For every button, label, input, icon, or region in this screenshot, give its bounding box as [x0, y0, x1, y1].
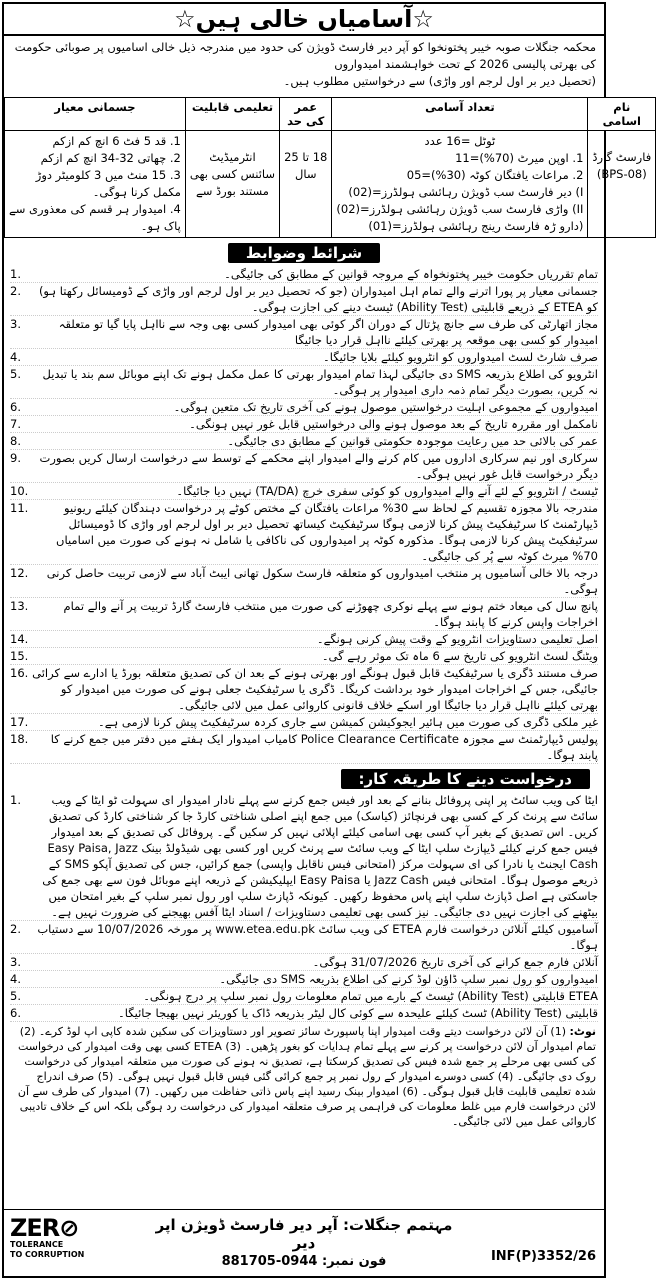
rule-text: تمام تقرریاں حکومت خیبر پختونخواہ کے مروجہ قوانین کے مطابق کی جائیگی۔ [224, 267, 598, 281]
intro-line: محکمہ جنگلات صوبہ خیبر پختونخوا کو آپر دیر فارسٹ ڈویژن کی حدود میں مندرجہ ذیل خالی اسامیوں پر صوبائی حکومت کی بھرتی پالیسی 2026 کے تحت خواہشمند امیدواروں [14, 40, 596, 71]
rule-number: 9. [10, 451, 21, 465]
signatory-title: مہتمم جنگلات: آپر دیر فارسٹ ڈویژن اپر دیر [155, 1216, 453, 1252]
header-age-limit: عمر کی حد [280, 98, 332, 131]
header-post-name: نام اسامی [588, 98, 656, 131]
rule-item [10, 483, 598, 500]
rule-item [10, 648, 598, 665]
physical-line: 1. قد 5 فٹ 6 انچ کم ازکم [52, 134, 181, 148]
logo-line-2: TO CORRUPTION [10, 1250, 85, 1259]
rule-number: 6. [10, 400, 21, 414]
post-name: فارسٹ گارڈ [592, 150, 652, 164]
apply-step-number: 6. [10, 1006, 21, 1020]
rule-text: پولیس ڈیپارٹمنٹ سے مجوزہ Police Clearance Certificate کامیاب امیدوار ایک ہفتے میں دفتر میں جمع کرنے کا پابند ہوگا۔ [50, 732, 598, 762]
rule-text: مجاز اتھارٹی کی طرف سے جانچ پڑتال کے دوران اگر کوئی بھی امیدوار کسی بھی وجہ سے نااہل پایا گیا تو متعلقہ امیدوار کو کسی بھی موقعہ پر بھرتی کیلئے نااہل قرار دیا جائیگا [58, 317, 598, 347]
post-scale: (BPS-08) [596, 167, 647, 181]
inf-reference: INF(P)3352/26 [490, 1249, 596, 1264]
rule-text: غیر ملکی ڈگری کی صورت میں ہائیر ایجوکیشن کمیشن سے جاری کردہ سرٹیفکیٹ پیش کرنا لازمی ہے۔ [97, 715, 598, 729]
apply-step-item [10, 988, 598, 1005]
rule-text: صرف مستند ڈگری یا سرٹیفکیٹ قابل قبول ہونگے اور بھرتی ہونے کے بعد ان کی تصدیق متعلقہ بورڈ یا ادارے سے کرائی جائیگی، جس کے اخراجات امیدوار خود برداشت کریگا۔ ڈگری یا سرٹیفکیٹ جعلی ہونے کی صورت میں امیدوار کو بھرتی کیلئے نااہل قرار دیا جائیگا اور اسکے خلاف قانونی کاروائی عمل میں لائی جائیگی۔ [32, 666, 598, 712]
rule-item [10, 631, 598, 648]
rule-text: عمر کی بالائی حد میں رعایت موجودہ حکومتی قوانین کے مطابق دی جائیگی۔ [227, 434, 598, 448]
physical-line: 3. 15 منٹ میں 3 کلومیٹر دوڑ [35, 168, 181, 182]
phone-number: فون نمبر: 0944-881705 [221, 1254, 387, 1269]
age-unit: سال [294, 167, 317, 181]
qualification-line: مستند بورڈ سے [196, 184, 269, 198]
count-line: ٹوٹل =16 عدد [424, 134, 496, 148]
apply-step-text: ETEA قابلیتی (Ability Test) ٹیسٹ کے بارے میں تمام معلومات رول نمبر سلپ پر درج ہونگی۔ [143, 989, 598, 1003]
rule-number: 3. [10, 317, 21, 331]
rule-number: 17. [10, 715, 29, 729]
rule-item [10, 349, 598, 366]
apply-step-text: آنلائن فارم جمع کرانے کی آخری تاریخ 31/07/2026 ہوگی۔ [312, 955, 598, 969]
header-post-count: تعداد آسامی [332, 98, 588, 131]
rules-section-title: شرائط وضوابط [228, 243, 380, 263]
rule-text: ویٹنگ لسٹ انٹرویو کی تاریخ سے 6 ماہ تک موثر رہے گی۔ [321, 649, 598, 663]
apply-step-number: 1. [10, 793, 21, 807]
intro-line: (تحصیل دیر بر اول لرجم اور واڑی) سے درخواستیں مطلوب ہیں۔ [283, 74, 596, 88]
rule-item [10, 433, 598, 450]
rule-number: 18. [10, 732, 29, 746]
qualification-line: سائنس کسی بھی [189, 167, 276, 181]
note-block [4, 1022, 604, 1131]
rule-item [10, 416, 598, 433]
rule-number: 10. [10, 484, 29, 498]
count-line: (دارو ڑہ فارسٹ رینج رہائشی ہولڈرز=(01) [368, 219, 584, 233]
logo-zero-text: ZER⊘ [10, 1214, 79, 1242]
count-line: II) واڑی فارسٹ سب ڈویژن رہائشی ہولڈرز=(02) [336, 202, 584, 216]
count-line: 1. اوپن میرٹ (70%)=11 [455, 151, 584, 165]
apply-step-text: ایٹا کی ویب سائٹ پر اپنی پروفائل بنانے کے بعد اور فیس جمع کرنے سے پہلے نادار امیدوار ای سہولت ٹو ایٹا کے ویب سائٹ سے پرنٹ کر کے کسی بھی فرنچائز (کیاسک) میں جمع اپنے اصلی شناختی کارڈ جا کر شناختی کارڈ کی تصدیق کریں۔ اس تصدیق کے بغیر آپ کسی بھی اسامی کیلئے اپلائی نہیں کر سکیں گے۔ پروفائل کی تصدیق کے بعد امیدوار فیس جمع کرنے کیلئے ڈیپازٹ سلپ ایٹا کے ویب سائٹ سے پرنٹ کریں اور کسی بھی شیڈولڈ بینک Easy Paisa, Jazz Cash ایجنٹ یا نادرا کی ای سہولت مرکز (امتحانی فیس ناقابل واپسی) جمع کرائیں، جس کی تصدیق آپکو SMS کے ذریعے موصول ہوگا۔ امتحانی فیس Jazz Cash یا Easy Paisa ایپلیکیشن کے ذریعہ اپنے موبائل فون سے بھی جمع کی جاسکتی ہے اصل ڈپازٹ سلپ اپنے پاس محفوظ رکھیں۔ کیونکہ ڈپازٹ سلپ اور رول نمبر سلپ کے بغیر امتحان میں بیٹھنے کی اجازت نہیں دی جائیگی۔ نیز کسی بھی تعلیمی دستاویزات / اسناد ایٹا آفس بھیجنے کی ضرورت نہیں ہے۔ [42, 793, 598, 919]
count-line: I) دیر فارسٹ سب ڈویژن رہائشی ہولڈرز=(02) [348, 185, 584, 199]
apply-step-number: 4. [10, 972, 21, 986]
rule-number: 2. [10, 284, 21, 298]
rule-item [10, 665, 598, 714]
physical-line: مکمل کرنا ہوگی۔ [92, 185, 181, 199]
rule-text: نامکمل اور مقررہ تاریخ کے بعد موصول ہونے والی درخواستیں قابل غور نہیں ہونگی۔ [189, 417, 598, 431]
cell-age-limit [280, 131, 332, 238]
rule-number: 16. [10, 666, 29, 680]
apply-steps-list [4, 792, 604, 1022]
table-header-row [5, 98, 656, 131]
rule-text: جسمانی معیار پر پورا اترنے والے تمام اہل امیدواران (جو کہ تحصیل دیر بر اول لرجم اور واڑی کے ڈومیسائل رکھتا ہو) کو ETEA کے ذریعے قابلیتی (Ability Test) ٹیسٹ دینے کی اجازت ہوگی۔ [38, 284, 598, 314]
rule-item [10, 283, 598, 316]
rule-number: 8. [10, 434, 21, 448]
rule-text: صرف شارٹ لسٹ امیدواروں کو انٹرویو کیلئے بلایا جائیگا۔ [323, 350, 598, 364]
rule-item [10, 500, 598, 565]
rule-text: ٹیسٹ / انٹرویو کے لئے آنے والے امیدواروں کو کوئی سفری خرچ (TA/DA) نہیں دیا جائیگا۔ [176, 484, 598, 498]
age-range: 18 تا 25 [284, 150, 328, 164]
rule-item [10, 714, 598, 731]
cell-post-count [332, 131, 588, 238]
rule-text: امیدواروں کے مجموعی اہلیت درخواستیں موصول ہونے کی آخری تاریخ تک متعین ہوگی۔ [173, 400, 598, 414]
rule-number: 14. [10, 632, 29, 646]
rule-item [10, 399, 598, 416]
rule-item [10, 731, 598, 764]
rule-number: 13. [10, 599, 29, 613]
rules-section-header [4, 242, 604, 264]
rule-text: انٹرویو کی اطلاع بذریعہ SMS دی جائیگی لہذا تمام امیدوار بھرتی کا عمل مکمل ہونے تک اپنے موبائل سم بند یا تبدیل نہ کریں، بصورت دیگر تمام ذمہ داری امیدوار پر ہوگی۔ [42, 367, 598, 397]
rule-item [10, 565, 598, 598]
table-row [5, 131, 656, 238]
apply-step-number: 3. [10, 955, 21, 969]
cell-qualification [185, 131, 279, 238]
rule-item [10, 316, 598, 349]
rule-text: درجہ بالا خالی آسامیوں پر منتخب امیدواروں کو متعلقہ فارسٹ سکول تھانی ایبٹ آباد سے لازمی تربیت حاصل کرنی ہوگی۔ [46, 566, 598, 596]
vacancies-banner [4, 4, 604, 36]
zero-tolerance-logo [10, 1216, 102, 1270]
apply-step-item [10, 971, 598, 988]
apply-step-number: 5. [10, 989, 21, 1003]
rule-number: 1. [10, 267, 21, 281]
header-qualification: تعلیمی قابلیت [185, 98, 279, 131]
posts-table [4, 97, 656, 238]
physical-line: پاک ہو۔ [140, 219, 181, 233]
rule-item [10, 366, 598, 399]
footer [4, 1209, 604, 1276]
rule-item [10, 266, 598, 283]
intro-paragraph [4, 36, 604, 95]
rule-number: 7. [10, 417, 21, 431]
rule-text: اصل تعلیمی دستاویزات انٹرویو کے وقت پیش کرنی ہونگے۔ [316, 632, 598, 646]
rule-text: پانچ سال کی میعاد ختم ہونے سے پہلے نوکری چھوڑنے کی صورت میں منتخب فارسٹ گارڈ تربیت پر آنے والے تمام اخراجات واپس کرنے کا پابند ہوگا۔ [63, 599, 598, 629]
logo-line-1: TOLERANCE [10, 1240, 64, 1249]
physical-line: 2. چھاتی 32-34 انچ کم ازکم [40, 151, 181, 165]
rule-number: 15. [10, 649, 29, 663]
note-label: نوٹ: [569, 1025, 596, 1038]
rules-list [4, 266, 604, 764]
rule-text: سرکاری اور نیم سرکاری اداروں میں کام کرنے والے امیدوار اپنے محکمے کے توسط سے درخواست ارسال کریں بصورت دیگر درخواست قابل غور نہیں ہوگی۔ [39, 451, 598, 481]
rule-number: 4. [10, 350, 21, 364]
advertisement-page [2, 2, 652, 1278]
apply-step-text: امیدواروں کو رول نمبر سلپ ڈاؤن لوڈ کرنے کی اطلاع بذریعہ SMS دی جائیگی۔ [219, 972, 598, 986]
rule-number: 5. [10, 367, 21, 381]
qualification-line: انٹرمیڈیٹ [209, 150, 256, 164]
apply-step-item [10, 792, 598, 921]
rule-item [10, 450, 598, 483]
note-text: (1) آن لائن درخواست دیتے وقت امیدوار اپنا پاسپورٹ سائز تصویر اور دستاویزات کی سکین شدہ کاپی اپ لوڈ کرے۔ (2) تمام امیدوار آن لائن درخواست پر کرنے سے پہلے تمام ہدایات کو بغور پڑھیں۔ (3) ETEA کسی بھی وقت امیدوار کی درخواست کی کسی بھی مرحلے پر جمع شدہ فیس کی تصدیق کرسکتا ہے، تصدیق نہ ہونے کی صورت میں متعلقہ امیدوار کی درخواست روک دی جائیگی۔ (4) کسی دوسرے امیدوار کے رول نمبر پر جمع کرائی گئی فیس قابل قبول نہیں ہوگی۔ (5) صرف اندراج شدہ تعلیمی قابلیت قابل قبول ہوگی۔ (6) امیدوار بینک رسید اپنے پاس ذاتی حفاظت میں رکھیں۔ (7) امیدوار کی طرف سے آن لائن درخواست فارم میں غلط معلومات کی فراہمی پر صرف متعلقہ امیدوار کی درخواست رد ہوگی بلکہ اس کے خلاف تادیبی کاروائی عمل میں لائی جائیگی۔ [17, 1025, 596, 1128]
apply-step-number: 2. [10, 922, 21, 936]
rule-number: 11. [10, 501, 29, 515]
apply-step-text: آسامیوں کیلئے آنلائن درخواست فارم ETEA کی ویب سائٹ www.etea.edu.pk پر مورخہ 10/07/2026 سے دستیاب ہوگا۔ [37, 922, 598, 952]
apply-section-header [4, 768, 604, 790]
apply-step-item [10, 921, 598, 954]
apply-step-item [10, 954, 598, 971]
header-physical-standard: جسمانی معیار [5, 98, 186, 131]
banner-title: ☆آسامیاں خالی ہیں☆ [174, 5, 434, 33]
apply-step-text: قابلیتی (Ability Test) ٹسٹ کیلئے علیحدہ سے کوئی کال لیٹر بذریعہ ڈاک یا کوریئر نہیں بھیجا جائیگا۔ [118, 1006, 598, 1020]
rule-item [10, 598, 598, 631]
apply-step-item [10, 1005, 598, 1022]
rule-text: مندرجہ بالا مجوزہ تقسیم کے لحاظ سے 30% مراعات یافتگان کے مختص کوٹے پر درخواست دہندگان کیلئے ریونیو ڈیپارٹمنٹ کا سرٹیفکیٹ پیش کرنا لازمی ہوگا سرٹیفکیٹ کیساتھ تحصیل دیر بر اول لرجم اور واڑی کا ڈومیسائل سرٹیفکیٹ پیش کرنا لازمی ہوگا۔ مذکورہ کوٹہ پر امیدواروں کی ناکافی یا شامل نہ ہونے کی صورت میں اسامیاں 70% میرٹ کوٹہ سے پُر کی جائیگی۔ [56, 501, 598, 563]
rule-number: 12. [10, 566, 29, 580]
apply-section-title: درخواست دینے کا طریقہ کار: [341, 769, 590, 789]
cell-post-name [588, 131, 656, 238]
physical-line: 4. امیدوار ہر قسم کی معذوری سے [9, 202, 181, 216]
signature-block [154, 1216, 454, 1269]
count-line: 2. مراعات یافتگان کوٹہ (30%)=05 [406, 168, 584, 182]
cell-physical-standard [5, 131, 186, 238]
